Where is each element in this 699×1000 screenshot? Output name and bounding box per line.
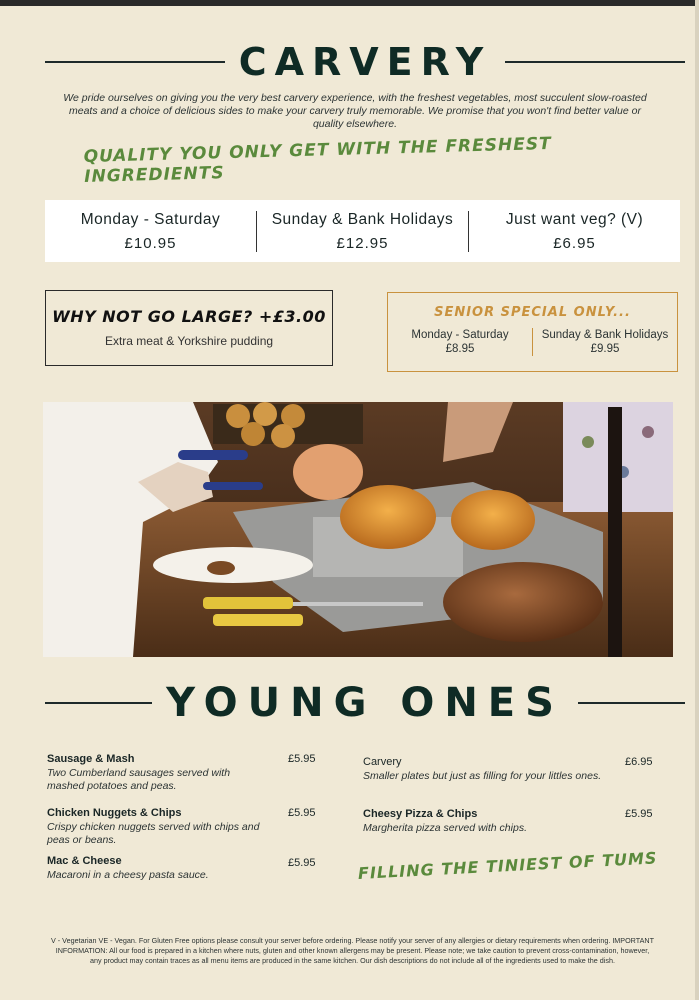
heading-rule-right <box>578 702 685 704</box>
item-name: Chicken Nuggets & Chips <box>47 807 182 819</box>
menu-item-cheesy-pizza <box>363 808 658 835</box>
page-top-shadow <box>0 0 699 6</box>
item-price: £5.95 <box>288 753 316 765</box>
go-large-headline: WHY NOT GO LARGE? +£3.00 <box>52 307 326 326</box>
price-weekday <box>45 211 256 252</box>
item-name: Mac & Cheese <box>47 855 122 867</box>
price-label: Sunday & Bank Holidays <box>271 210 454 228</box>
senior-prices <box>388 328 677 356</box>
carvery-intro: We pride ourselves on giving you the very best carvery experience, with the freshest vegetables, most succulent slow-roasted meats and a choice of delicious sides to make your carvery truly memorable. We promise that you won't find better value or quality elsewhere. <box>63 92 647 130</box>
senior-label: Monday - Saturday <box>411 329 509 341</box>
item-name: Cheesy Pizza & Chips <box>363 808 478 820</box>
young-ones-title: YOUNG ONES <box>166 680 564 726</box>
carvery-photo <box>43 402 673 657</box>
menu-item-carvery-kids <box>363 756 658 783</box>
item-price: £5.95 <box>288 857 316 869</box>
senior-special-box <box>387 292 678 372</box>
price-value: £12.95 <box>336 234 389 252</box>
item-price: £5.95 <box>288 807 316 819</box>
price-label: Just want veg? (V) <box>505 210 644 228</box>
menu-item-chicken-nuggets <box>47 807 327 846</box>
senior-sunday <box>532 328 677 356</box>
heading-rule-left <box>45 702 152 704</box>
go-large-box <box>45 290 333 366</box>
heading-rule-right <box>505 61 685 63</box>
senior-price: £8.95 <box>445 343 475 355</box>
price-value: £6.95 <box>553 234 596 252</box>
item-desc: Macaroni in a cheesy pasta sauce. <box>47 869 209 881</box>
price-sunday <box>256 211 468 252</box>
item-name: Sausage & Mash <box>47 753 135 765</box>
menu-item-sausage-mash <box>47 753 327 792</box>
young-ones-tagline: FILLING THE TINIEST OF TUMS <box>357 848 658 883</box>
young-ones-heading <box>45 680 685 726</box>
allergen-footer: V - Vegetarian VE - Vegan. For Gluten Free options please consult your server before ordering. Please notify your server of any allergies or dietary requirements when ordering. IMPORTANT INFORMATION: All our food is prepared in a kitchen where nuts, gluten and other known allergens may be present. Please note; we take caution to prevent cross-contamination, however, any product may contain traces as all menu items are produced in the same kitchen. Our dish descriptions do not include all of the ingredients used to make the dish. <box>51 936 654 965</box>
carvery-title: CARVERY <box>238 40 492 84</box>
item-price: £6.95 <box>625 756 653 768</box>
item-desc: Margherita pizza served with chips. <box>363 822 527 834</box>
carvery-tagline: QUALITY YOU ONLY GET WITH THE FRESHEST INGREDIENTS <box>83 133 552 187</box>
menu-item-mac-cheese <box>47 855 327 882</box>
senior-price: £9.95 <box>590 343 620 355</box>
item-price: £5.95 <box>625 808 653 820</box>
senior-headline: SENIOR SPECIAL ONLY... <box>434 305 631 320</box>
price-value: £10.95 <box>124 234 177 252</box>
item-desc: Two Cumberland sausages served with mashed potatoes and peas. <box>47 767 231 792</box>
carvery-price-strip <box>45 200 680 262</box>
heading-rule-left <box>45 61 225 63</box>
carvery-photo-illustration <box>43 402 673 657</box>
price-label: Monday - Saturday <box>80 210 221 228</box>
item-desc: Smaller plates but just as filling for your littles ones. <box>363 770 602 782</box>
go-large-sub: Extra meat & Yorkshire pudding <box>104 334 274 348</box>
senior-weekday <box>388 328 532 356</box>
senior-label: Sunday & Bank Holidays <box>541 329 669 341</box>
price-veg <box>468 211 680 252</box>
item-desc: Crispy chicken nuggets served with chips and peas or beans. <box>47 821 260 846</box>
item-name: Carvery <box>363 756 402 768</box>
carvery-heading <box>45 40 685 84</box>
